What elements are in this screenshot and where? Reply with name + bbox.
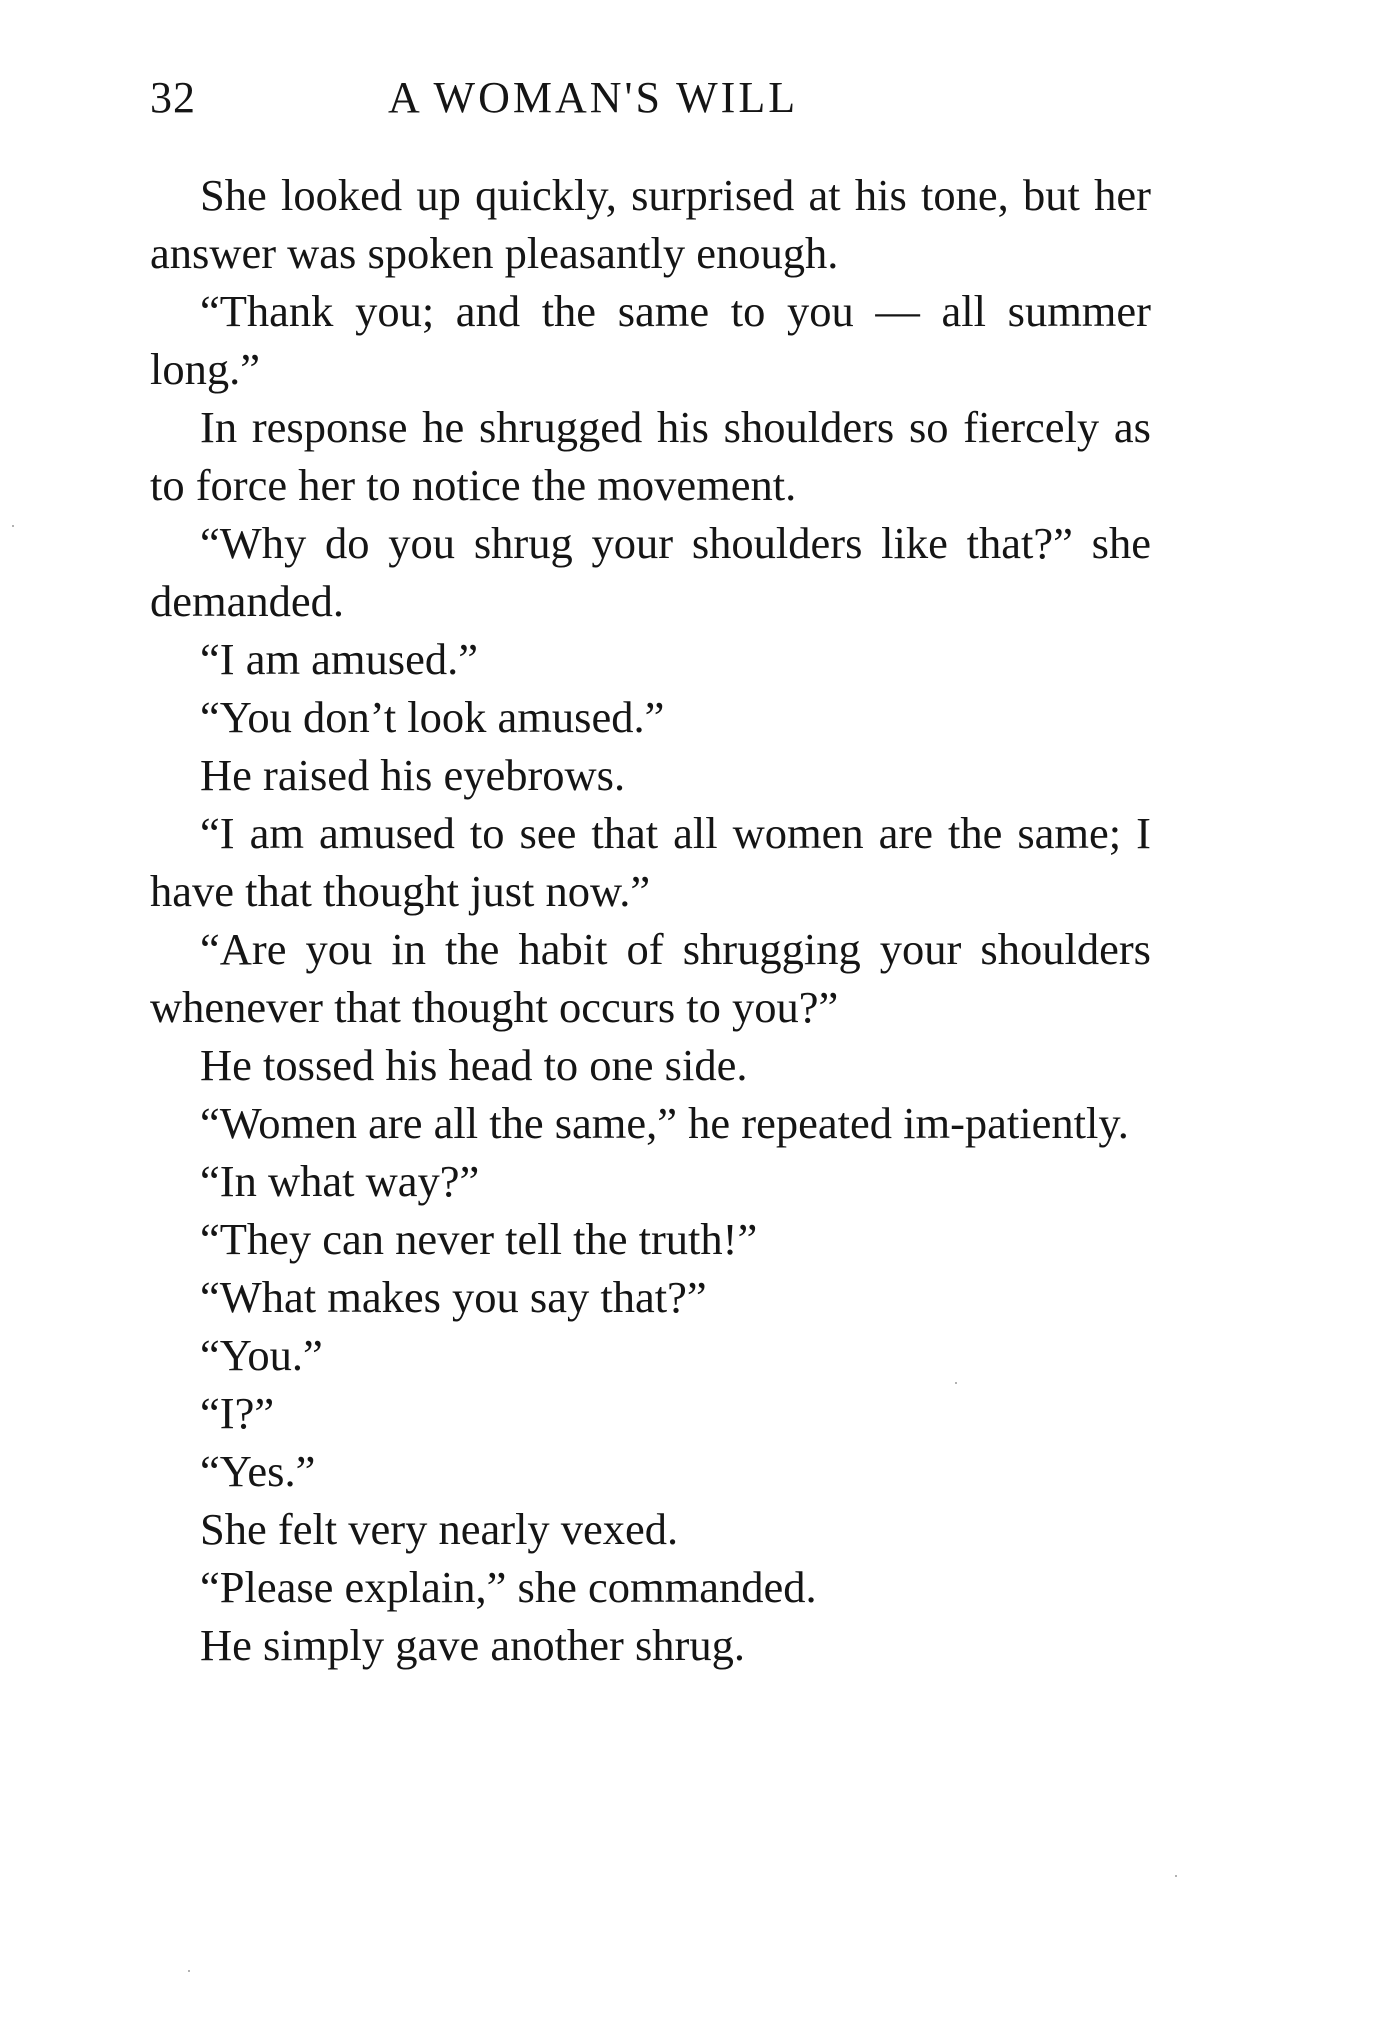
paragraph: “Why do you shrug your shoulders like that?” she demanded. bbox=[150, 518, 1151, 626]
paragraph: He raised his eyebrows. bbox=[200, 750, 626, 800]
paragraph: “Are you in the habit of shrugging your shoulders whenever that thought occurs to you?” bbox=[150, 924, 1151, 1032]
page-number: 32 bbox=[150, 73, 196, 122]
paper-speck bbox=[1175, 1875, 1177, 1877]
paragraph: “Yes.” bbox=[200, 1446, 316, 1496]
paragraph: “Women are all the same,” he repeated im-patiently. bbox=[200, 1098, 1129, 1148]
running-title: A WOMAN'S WILL bbox=[388, 73, 799, 122]
paragraph: “I?” bbox=[200, 1388, 275, 1438]
body-text bbox=[150, 166, 1151, 1674]
paragraph: “They can never tell the truth!” bbox=[200, 1214, 758, 1264]
paragraph: “I am amused to see that all women are the same; I have that thought just now.” bbox=[150, 808, 1151, 916]
paragraph: “I am amused.” bbox=[200, 634, 478, 684]
paragraph: In response he shrugged his shoulders so fiercely as to force her to notice the movement. bbox=[150, 402, 1151, 510]
paper-speck bbox=[188, 1970, 190, 1972]
paragraph: He simply gave another shrug. bbox=[200, 1620, 745, 1670]
paragraph: “Please explain,” she commanded. bbox=[200, 1562, 817, 1612]
paper-speck bbox=[955, 1382, 957, 1384]
paragraph: “You don’t look amused.” bbox=[200, 692, 665, 742]
paragraph: “You.” bbox=[200, 1330, 323, 1380]
paragraph: She looked up quickly, surprised at his tone, but her answer was spoken pleasantly enough. bbox=[150, 170, 1151, 278]
paragraph: She felt very nearly vexed. bbox=[200, 1504, 679, 1554]
paragraph: “What makes you say that?” bbox=[200, 1272, 707, 1322]
running-head bbox=[150, 72, 1150, 136]
paragraph: He tossed his head to one side. bbox=[200, 1040, 748, 1090]
paragraph: “In what way?” bbox=[200, 1156, 480, 1206]
paragraph: “Thank you; and the same to you — all summer long.” bbox=[150, 286, 1151, 394]
paper-speck bbox=[12, 525, 14, 527]
